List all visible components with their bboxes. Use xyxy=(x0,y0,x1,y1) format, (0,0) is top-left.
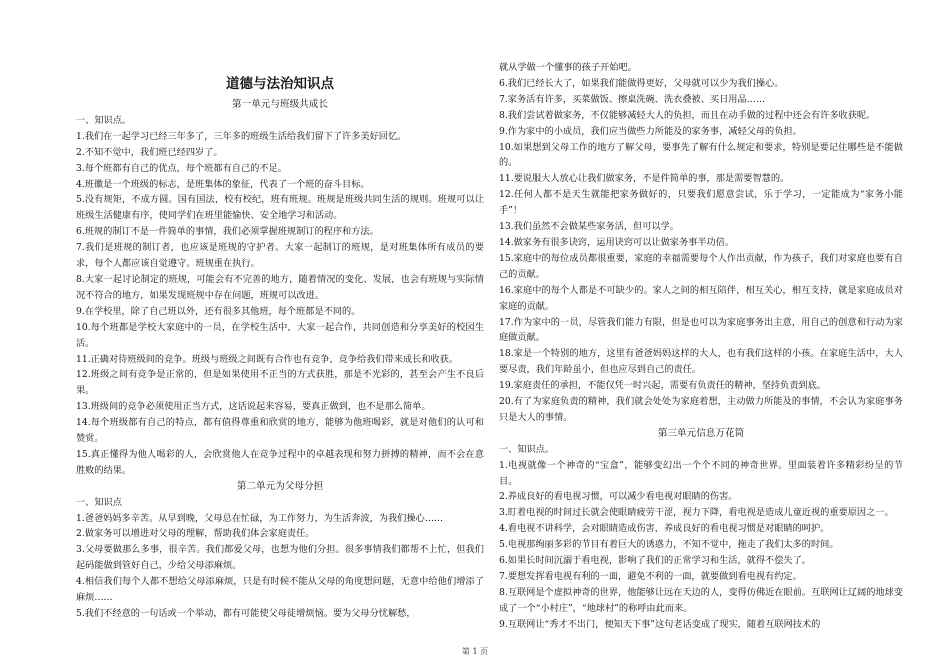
knowledge-item: 20.有了为家庭负责的精神，我们就会处处为家庭着想，主动做力所能及的事情，不会认为家庭事务只是大人的事情。 xyxy=(499,396,903,423)
knowledge-item: 2.养成良好的看电视习惯，可以减少看电视对眼睛的伤害。 xyxy=(499,491,738,503)
knowledge-item: 12.任何人都不是天生就能把家务做好的，只要我们愿意尝试，乐于学习，一定能成为“家务小能手”！ xyxy=(499,189,903,217)
knowledge-item: 5.电视那绚丽多彩的节目有着巨大的诱惑力，不知不觉中，拖走了我们太多的时间。 xyxy=(499,539,839,551)
right-column xyxy=(499,60,903,633)
section-heading: 一、知识点。 xyxy=(499,443,555,455)
knowledge-item: 3.父母要做那么多事，很辛苦。我们都爱父母，也想为他们分担。很多事情我们都帮不上忙，但我们起码能做到管好自己，少给父母添麻烦。 xyxy=(76,544,484,572)
knowledge-item: 13.班级间的竞争必须使用正当方式，这话说起来容易，要真正做到，也不是那么简单。 xyxy=(76,401,431,413)
knowledge-item: 8.大家一起讨论制定的班规，可能会有不完善的地方，随着情况的变化、发展，也会有班规与实际情况不符合的地方，如果发现班规中存在问题，班规可以改进。 xyxy=(76,273,484,301)
knowledge-item: 5.我们不经意的一句话或一个举动，都有可能使父母徒增烦恼。要为父母分忧解愁， xyxy=(76,608,416,619)
knowledge-item: 就从学做一个懂事的孩子开始吧。 xyxy=(499,62,637,73)
knowledge-item: 2.不知不觉中，我们班已经四岁了。 xyxy=(76,146,223,158)
knowledge-item: 4.班徽是一个班级的标志，是班集体的象征，代表了一个班的奋斗目标。 xyxy=(76,178,370,190)
knowledge-item: 15.真正懂得为他人喝彩的人，会欣赏他人在竞争过程中的卓越表现和努力拼搏的精神，而不会在意胜败的结果。 xyxy=(76,448,484,476)
knowledge-item: 9.在学校里，除了自己班以外，还有很多其他班，每个班都是不同的。 xyxy=(76,305,361,317)
knowledge-item: 9.作为家中的小成员，我们应当做些力所能及的家务事，减轻父母的负担。 xyxy=(499,125,802,137)
knowledge-item: 17.作为家中的一员，尽管我们能力有限，但是也可以为家庭事务出主意，用自己的创意和行动为家庭做贡献。 xyxy=(499,316,903,344)
knowledge-item: 5.没有规矩，不成方圆。国有国法，校有校纪，班有班规。班规是班级共同生活的规则。班规可以让班级生活健康有序，使同学们在班里能愉快、安全地学习和活动。 xyxy=(76,194,484,222)
section-heading: 一、知识点 xyxy=(76,496,122,508)
knowledge-item: 7.我们是班规的制订者，也应该是班规的守护者。大家一起制订的班规，是对班集体所有成员的要求，每个人都应该自觉遵守。班规重在执行。 xyxy=(76,242,484,270)
knowledge-item: 1.我们在一起学习已经三年多了，三年多的班级生活给我们留下了许多美好回忆。 xyxy=(76,130,407,142)
knowledge-item: 7.要想发挥看电视有利的一面，避免不利的一面，就要做到看电视有约定。 xyxy=(499,571,802,582)
knowledge-item: 14.做家务有很多诀窍，运用诀窍可以让做家务事半功倍。 xyxy=(499,236,735,248)
unit-title: 第一单元与班级共成长 xyxy=(232,99,328,110)
page-footer: 第 1 页 xyxy=(461,647,489,656)
knowledge-item: 1.电视就像一个神奇的“宝盒”，能够变幻出一个个不同的神奇世界。里面装着许多精彩纷呈的节目。 xyxy=(499,459,903,487)
knowledge-item: 12.班级之间有竞争是正常的，但是如果使用不正当的方式获胜，那是不光彩的，甚至会产生不良后果。 xyxy=(76,369,484,397)
knowledge-item: 13.我们虽然不会做某些家务活，但可以学。 xyxy=(499,221,679,233)
knowledge-item: 11.正确对待班级间的竞争。班级与班级之间既有合作也有竞争，竞争给我们带来成长和收获。 xyxy=(76,353,459,365)
knowledge-item: 6.我们已经长大了，如果我们能做得更好，父母就可以少为我们操心。 xyxy=(499,77,784,89)
document-title: 道德与法治知识点 xyxy=(226,76,334,92)
left-column xyxy=(76,62,484,622)
knowledge-item: 19.家庭责任的承担，不能仅凭一时兴起，需要有负责任的精神，坚持负责到底。 xyxy=(499,380,826,392)
knowledge-item: 9.互联网让“秀才不出门，便知天下事”这句老话变成了现实，随着互联网技术的 xyxy=(499,618,821,630)
knowledge-item: 15.家庭中的每位成员都很重要，家庭的幸福需要每个人作出贡献，作为孩子，我们对家庭也要有自己的贡献。 xyxy=(499,252,903,280)
knowledge-item: 16.家庭中的每个人都是不可缺少的。家人之间的相互陪伴，相互关心，相互支持，就是家庭成员对家庭的贡献。 xyxy=(499,284,903,312)
unit-title: 第三单元信息万花筒 xyxy=(657,427,745,439)
knowledge-item: 4.相信我们每个人都不想给父母添麻烦，只是有时候不能从父母的角度想问题，无意中给他们增添了麻烦…… xyxy=(76,576,484,604)
unit-title: 第二单元为父母分担 xyxy=(236,480,324,492)
knowledge-item: 3.盯着电视的时间过长就会使眼睛疲劳干涩，视力下降，看电视是造成儿童近视的重要原因之一。 xyxy=(499,507,894,519)
section-heading: 一、知识点。 xyxy=(76,114,132,126)
knowledge-item: 11.要说服大人放心让我们做家务，不是件简单的事，那是需要智慧的。 xyxy=(499,173,790,185)
knowledge-item: 1.爸爸妈妈多辛苦。从早到晚，父母总在忙碌，为工作努力，为生活奔波，为我们操心…… xyxy=(76,512,444,524)
knowledge-item: 7.家务活有许多，买菜做饭、擦桌洗碗、洗衣叠被、买日用品…… xyxy=(499,93,766,105)
knowledge-item: 14.每个班级都有自己的特点，都有值得尊重和欣赏的地方，能够为他班喝彩，就是对他们的认可和赞赏。 xyxy=(76,417,484,445)
knowledge-item: 3.每个班都有自己的优点，每个班都有自己的不足。 xyxy=(76,162,287,174)
knowledge-item: 4.看电视不讲科学，会对眼睛造成伤害，养成良好的看电视习惯是对眼睛的呵护。 xyxy=(499,523,830,535)
knowledge-item: 6.如果长时间沉溺于看电视，影响了我们的正常学习和生活，就得不偿失了。 xyxy=(499,555,811,567)
knowledge-item: 2.做家务可以增进对父母的理解，帮助我们体会家庭责任。 xyxy=(76,528,315,540)
knowledge-item: 8.我们尝试着做家务，不仅能够减轻大人的负担，而且在动手做的过程中还会有许多收获呢。 xyxy=(499,109,876,121)
knowledge-item: 6.班规的制订不是一件简单的事情，我们必须掌握班规制订的程序和方法。 xyxy=(76,226,379,238)
knowledge-item: 10.如果想到父母工作的地方了解父母，要事先了解有什么规定和要求，特别是要记住哪些是不能做的。 xyxy=(499,141,903,169)
knowledge-item: 10.每个班都是学校大家庭中的一员，在学校生活中，大家一起合作，共同创造和分享美好的校园生活。 xyxy=(76,321,484,349)
knowledge-item: 8.互联网是个虚拟神奇的世界，他能够让远在天边的人，变得仿佛近在眼前。互联网让辽阔的地球变成了一个“小村庄”，“地球村”的称呼由此而来。 xyxy=(499,586,903,614)
knowledge-item: 18.家是一个特别的地方，这里有爸爸妈妈这样的大人，也有我们这样的小孩。在家庭生活中，大人要尽责，我们年龄虽小，但也应尽到自己的责任。 xyxy=(499,348,903,376)
